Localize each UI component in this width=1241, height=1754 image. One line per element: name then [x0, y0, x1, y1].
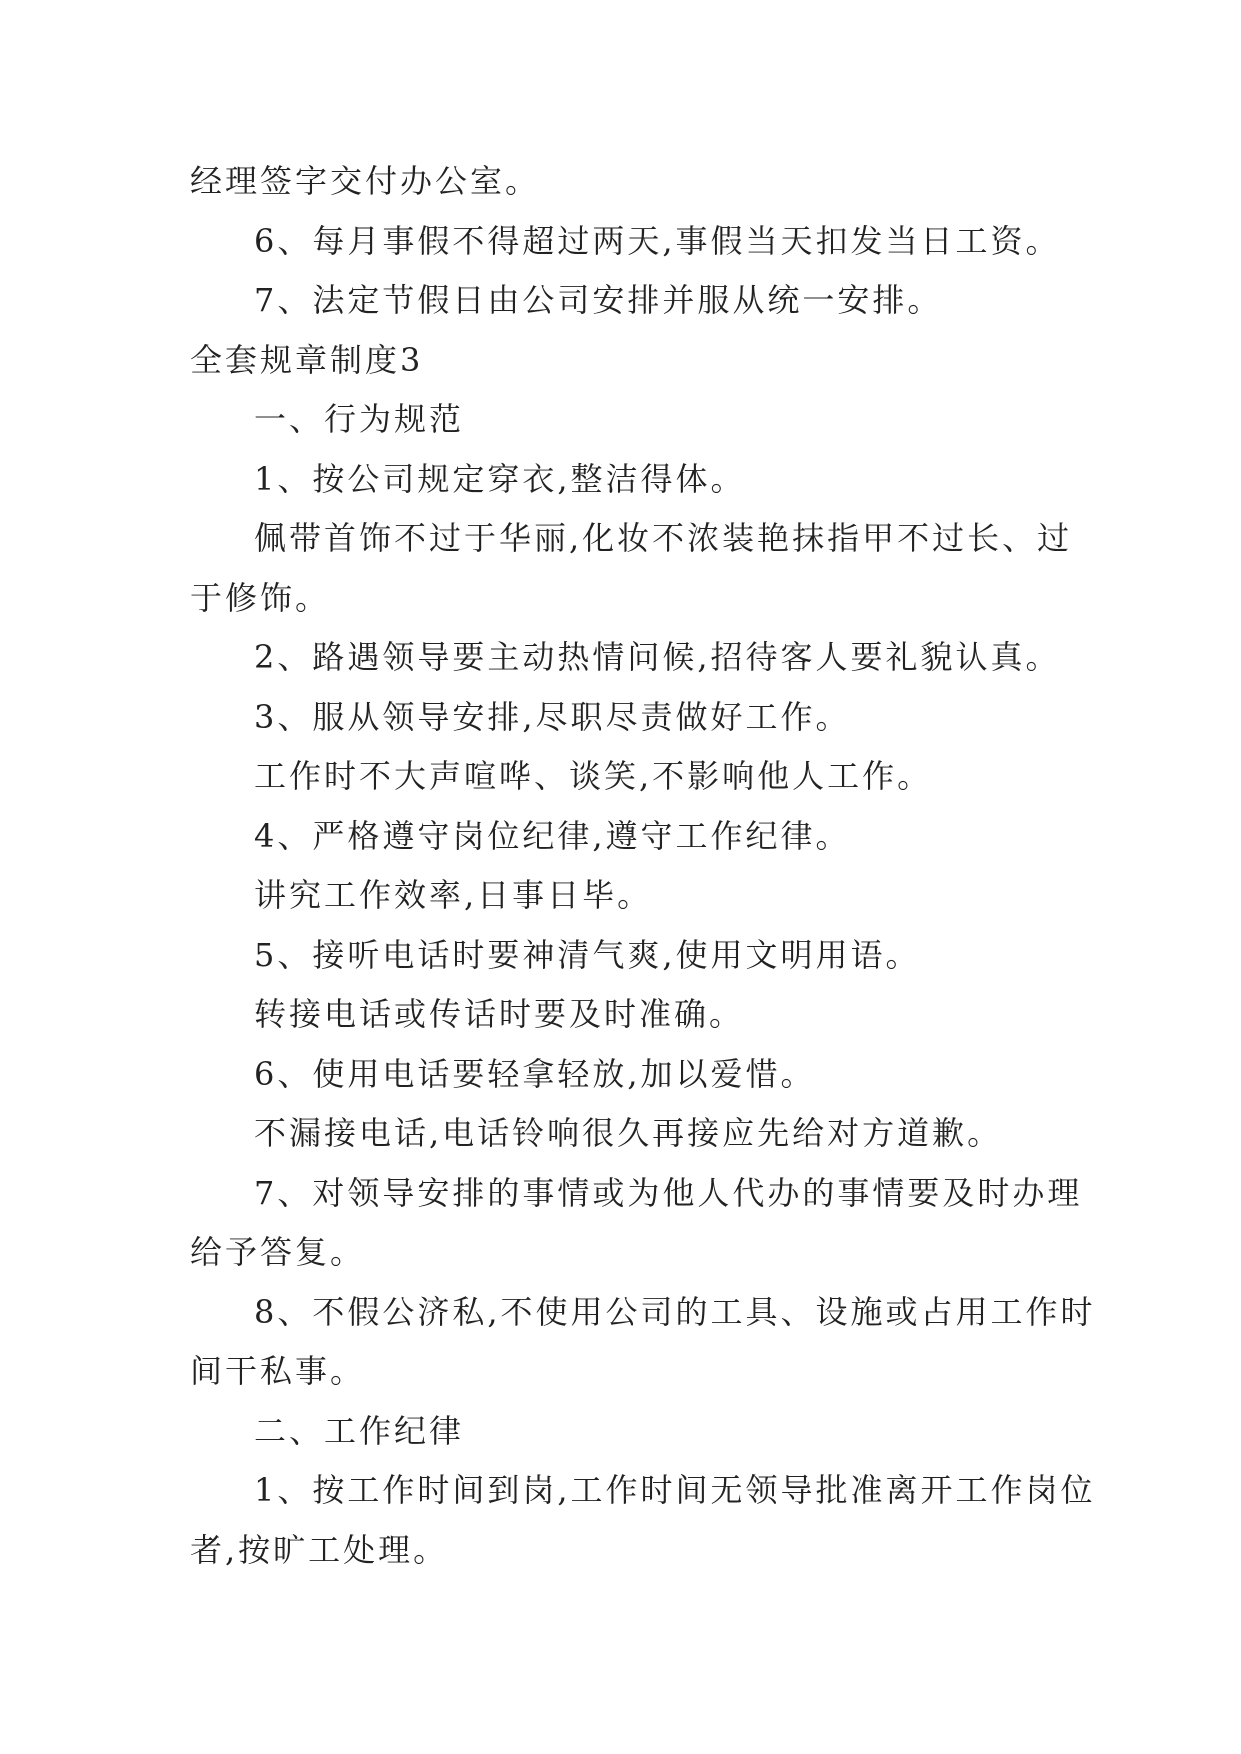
text-line: 7、对领导安排的事情或为他人代办的事情要及时办理	[254, 1173, 1083, 1212]
text-line: 全套规章制度3	[190, 340, 424, 379]
text-line: 讲究工作效率,日事日毕。	[254, 876, 653, 914]
text-line: 佩带首饰不过于华丽,化妆不浓装艳抹指甲不过长、过	[254, 519, 1073, 557]
text-line: 一、行为规范	[254, 400, 465, 438]
text-line: 5、接听电话时要神清气爽,使用文明用语。	[254, 935, 921, 974]
text-line: 转接电话或传话时要及时准确。	[254, 995, 745, 1033]
text-line: 1、按公司规定穿衣,整洁得体。	[254, 459, 746, 498]
text-line: 工作时不大声喧哗、谈笑,不影响他人工作。	[254, 757, 933, 795]
text-line: 4、严格遵守岗位纪律,遵守工作纪律。	[254, 816, 851, 855]
text-line: 者,按旷工处理。	[190, 1530, 449, 1569]
text-line: 给予答复。	[190, 1233, 366, 1271]
text-line: 6、使用电话要轻拿轻放,加以爱惜。	[254, 1054, 816, 1093]
text-line: 3、服从领导安排,尽职尽责做好工作。	[254, 697, 851, 736]
text-line: 6、每月事假不得超过两天,事假当天扣发当日工资。	[254, 221, 1061, 260]
text-line: 于修饰。	[190, 578, 331, 617]
text-line: 8、不假公济私,不使用公司的工具、设施或占用工作时	[254, 1292, 1096, 1331]
text-line: 2、路遇领导要主动热情问候,招待客人要礼貌认真。	[254, 638, 1061, 676]
text-line: 二、工作纪律	[254, 1411, 465, 1450]
text-line: 不漏接电话,电话铃响很久再接应先给对方道歉。	[254, 1114, 1003, 1152]
text-line: 7、法定节假日由公司安排并服从统一安排。	[254, 281, 943, 319]
text-line: 经理签字交付办公室。	[190, 162, 541, 200]
text-line: 1、按工作时间到岗,工作时间无领导批准离开工作岗位	[254, 1471, 1096, 1509]
text-line: 间干私事。	[190, 1352, 366, 1390]
document-body	[190, 152, 1096, 1580]
